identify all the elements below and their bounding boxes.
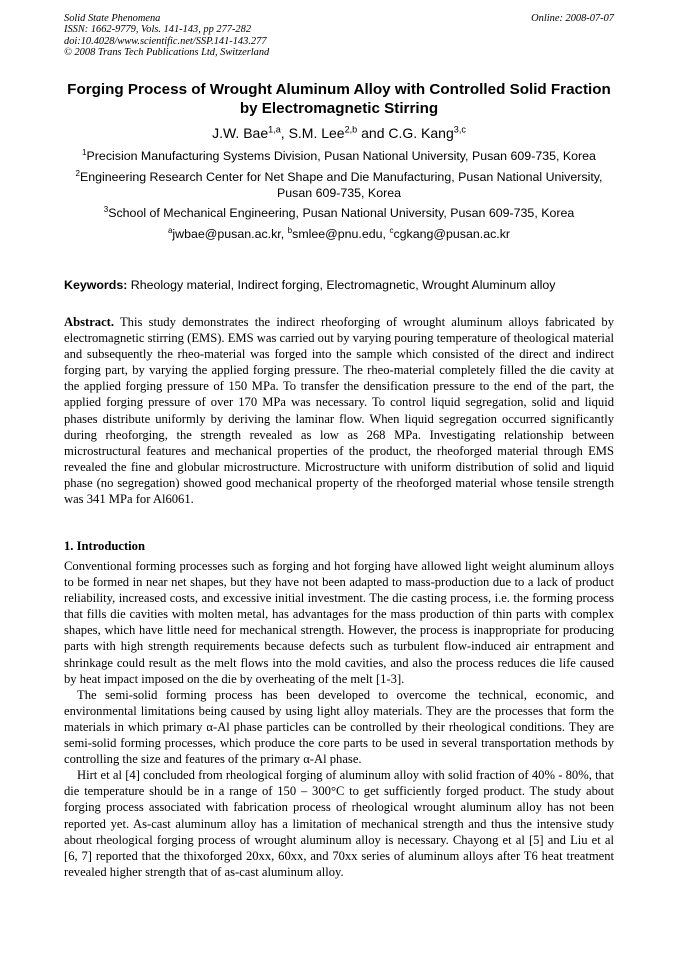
paper-title: Forging Process of Wrought Aluminum Alloy with Controlled Solid Fraction by Electromagnetic Stirring [67, 81, 611, 117]
journal-header [64, 13, 269, 59]
copyright: © 2008 Trans Tech Publications Ltd, Switzerland [64, 47, 270, 59]
affiliation-2 [64, 170, 614, 201]
author: J.W. Bae [212, 125, 269, 141]
abstract [64, 314, 614, 507]
affiliation-text: Precision Manufacturing Systems Division, Pusan National University, Pusan 609-735, Korea [86, 149, 596, 163]
email-sup: b [287, 225, 293, 235]
email: jwbae@pusan.ac.kr [172, 227, 281, 241]
separator: , [382, 227, 390, 241]
author: C.G. Kang [388, 125, 454, 141]
email: cgkang@pusan.ac.kr [393, 227, 511, 241]
journal-name: Solid State Phenomena [64, 13, 161, 24]
paragraph: Hirt et al [4] concluded from rheological forging of aluminum alloy with solid fraction of 40% - 80%, that die temperature should be in a range of 150 – 300°C to get sufficiently forged product. The study about forging process associated with fabrication process of rheological wrought aluminum alloy has not been reported yet. As-cast aluminum alloy has a limitation of mechanical strength and thus the intensive study about rheological forging process of wrought aluminum alloy is necessary. Chayong et al [5] and Liu et al [6, 7] reported that the thixoforged 20xx, 60xx, and 70xx series of aluminum alloys after T6 heat treatment revealed higher strength that of as-cast aluminum alloy. [64, 768, 614, 879]
affiliation-sup: 2 [75, 168, 80, 178]
author: S.M. Lee [288, 125, 345, 141]
email: smlee@pnu.edu [292, 227, 383, 241]
affiliation-text: School of Mechanical Engineering, Pusan National University, Pusan 609-735, Korea [108, 206, 575, 220]
keywords-label: Keywords: [64, 278, 128, 292]
separator: , [280, 125, 289, 141]
paragraph: Conventional forming processes such as forging and hot forging have allowed light weight aluminum alloys to be formed in near net shapes, but they have not been adapted to mass-production due to a lack of product reliability, increased costs, and excessive initial investment. The die casting process, i.e. the forming process that fills die cavities with molten metal, has advantages for the mass production of thin parts with complex shapes, which have little need for mechanical strength. However, the process is inappropriate for producing parts with high strength requirements because defects such as turbulent flow-induced air entrapment and shrinkage could result as the melt flows into the mold cavities, and also the process reduces die life caused by heat impact imposed on the die by overheating of the melt [1-3]. [64, 559, 614, 686]
author-sup: 1,a [268, 124, 281, 135]
affiliation-3 [64, 206, 614, 222]
emails [64, 227, 614, 243]
keywords-text: Rheology material, Indirect forging, Electromagnetic, Wrought Aluminum alloy [127, 278, 556, 292]
online-date: Online: 2008-07-07 [531, 13, 614, 24]
separator: and [357, 125, 389, 141]
affiliation-1 [64, 149, 614, 165]
separator: , [280, 227, 288, 241]
authors [64, 124, 614, 142]
introduction-body [64, 558, 614, 880]
abstract-text: This study demonstrates the indirect rheoforging of wrought aluminum alloys fabricated by electromagnetic stirring (EMS). EMS was carried out by varying pouring temperature of theological material and subsequently the rheo-material was forged into the sample which consisted of the direct and indirect forging part, by varying the applied forging pressure. The rheo-material completely filled the die cavity at the applied forging pressure of 150 MPa. To transfer the densification pressure to the end of the part, the applied forging pressure of over 170 MPa was necessary. To control liquid segregation, solid and liquid phases distribute uniformly by deriving the laminar flow. When liquid segregation occurred significantly during rheoforging, the strength revealed as low as 268 MPa. Investigating relationship between microstructural features and mechanical properties of the product, the rheoforged material through EMS revealed the fine and globular microstructure. Microstructure with uniform distribution of solid and liquid phase (no segregation) showed good mechanical property of the rheoforged material whose tensile strength was 341 MPa for Al6061. [64, 315, 614, 507]
abstract-label: Abstract. [64, 315, 115, 329]
affiliation-sup: 3 [103, 204, 109, 214]
email-sup: a [167, 225, 173, 235]
author-sup: 3,c [453, 124, 466, 135]
affiliation-sup: 1 [82, 147, 87, 157]
email-sup: c [389, 225, 394, 235]
paragraph: The semi-solid forming process has been developed to overcome the technical, economic, and environmental limitations being caused by using light alloy materials. They are the processes that form the materials in which primary α-Al phase particles can be controlled by their rheological conditions. They are semi-solid forming processes, which produce the core parts to be used in several transportation methods by controlling the size and features of the primary α-Al phase. [64, 687, 614, 767]
keywords [64, 278, 614, 292]
doi: doi:10.4028/www.scientific.net/SSP.141-143.277 [64, 35, 267, 47]
section-heading: 1. Introduction [64, 539, 145, 553]
author-sup: 2,b [344, 124, 358, 135]
issn: ISSN: 1662-9779, Vols. 141-143, pp 277-282 [64, 24, 252, 36]
affiliation-text: Engineering Research Center for Net Shape and Die Manufacturing, Pusan National University, Pusan 609-735, Korea [79, 170, 603, 200]
